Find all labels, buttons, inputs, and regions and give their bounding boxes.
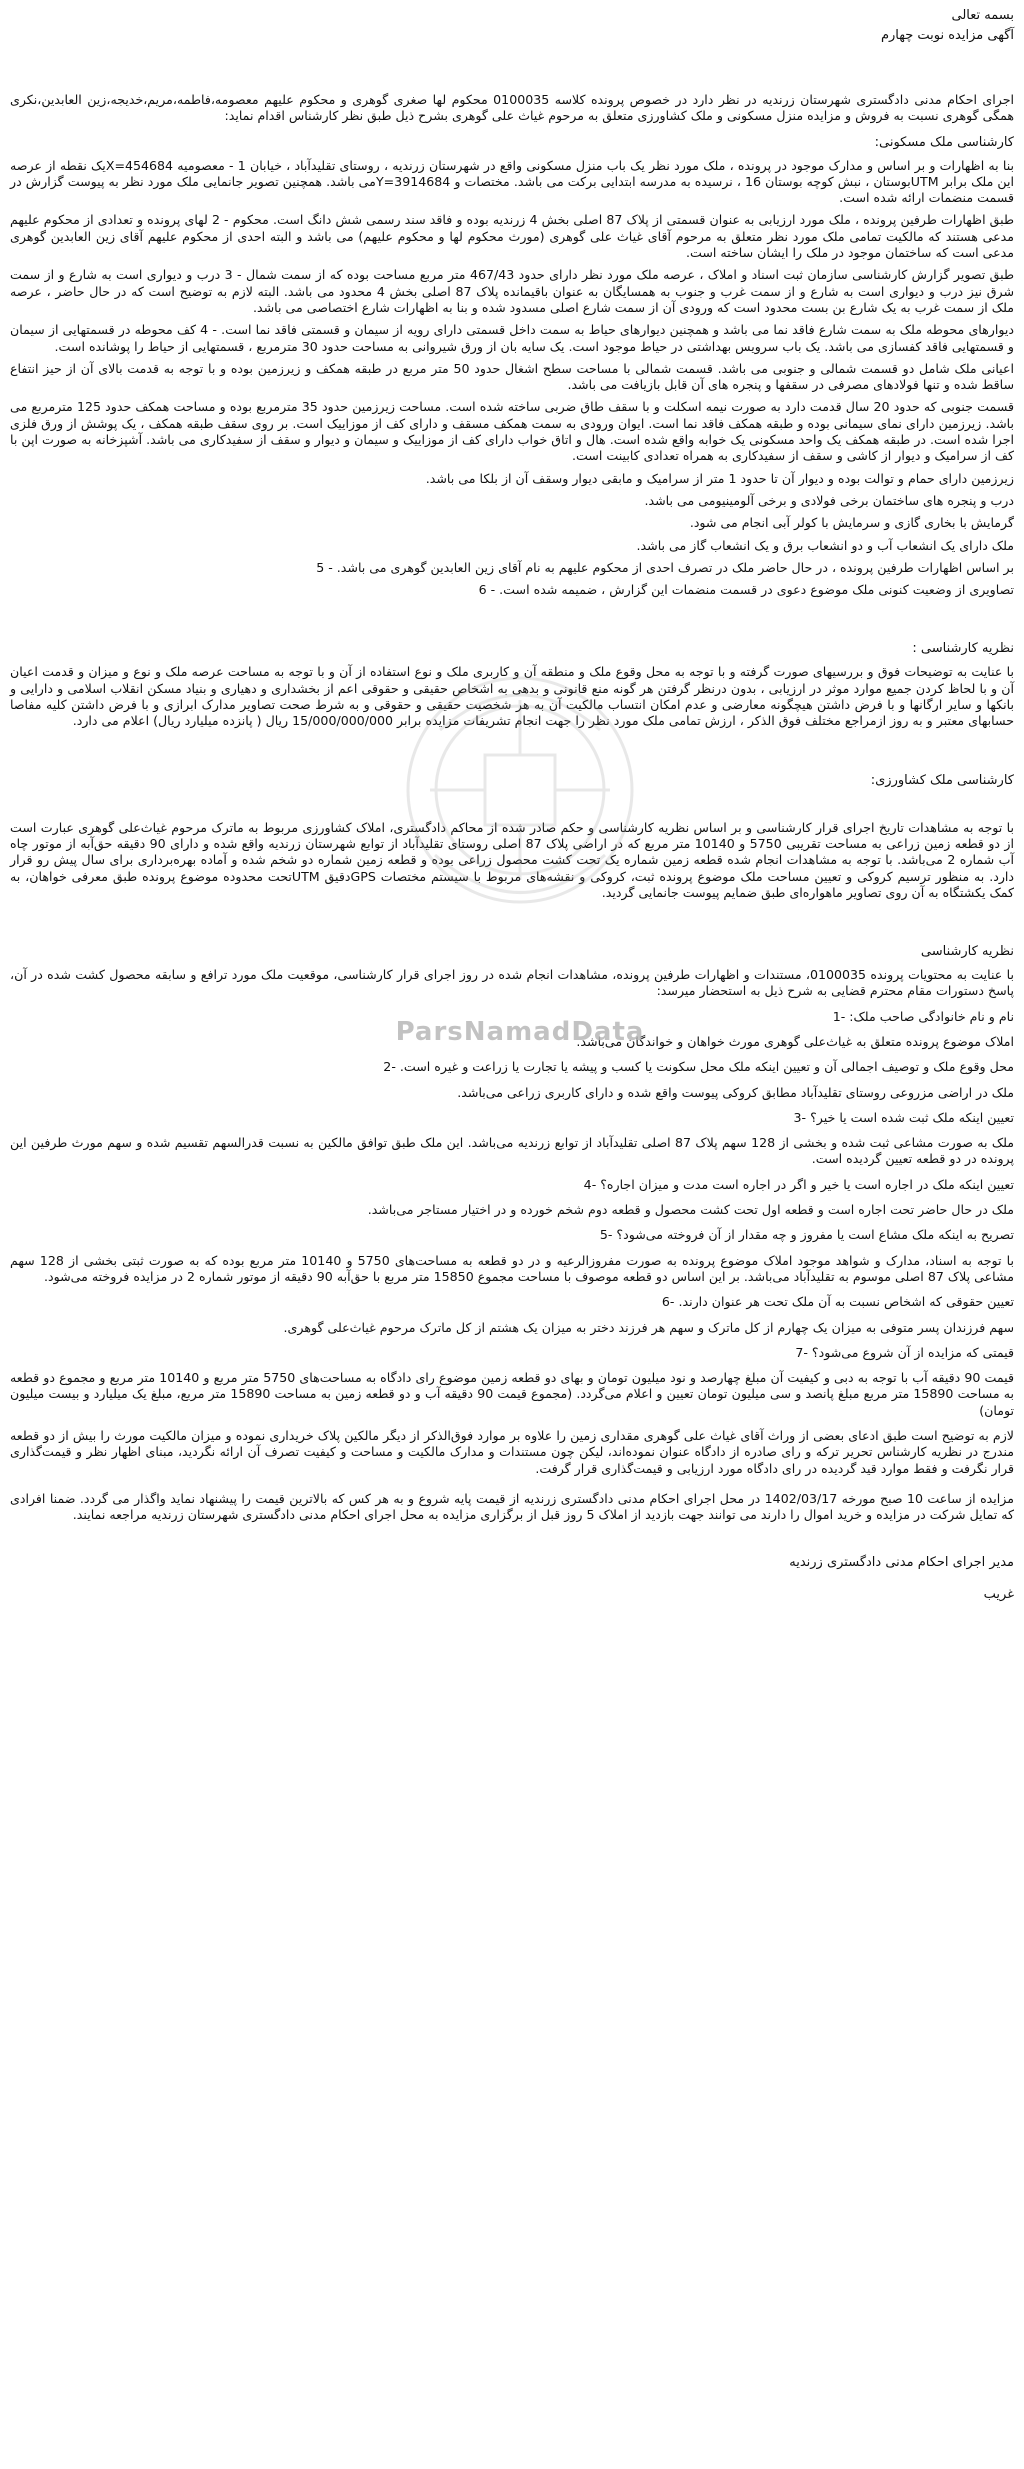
residential-paragraph: بر اساس اظهارات طرفین پرونده ، در حال حاضر ملک در تصرف احدی از محکوم علیهم به نام آقای زین العابدین گوهری می باشد. - 5 <box>316 559 1014 575</box>
signature-title: مدیر اجرای احکام مدنی دادگستری زرندیه <box>789 1554 1014 1570</box>
opinion-intro-paragraph: با عنایت به محتویات پرونده 0100035، مستندات و اظهارات طرفین پرونده، مشاهدات انجام شده در روز اجرای قرار کارشناسی، موقعیت ملک مورد ترافع و سابقه محصول کشت شده در آن، پاسخ دستورات مقام محترم قضایی به شرح ذیل به استحضار میرسد: <box>10 967 1014 999</box>
residential-paragraph: درب و پنجره های ساختمان برخی فولادی و برخی آلومینیومی می باشد. <box>644 492 1014 508</box>
opinion-item: قیمتی که مزایده از آن شروع می‌شود؟ -7 <box>795 1344 1014 1360</box>
watermark-text: ParsNamadData <box>395 1017 645 1047</box>
residential-paragraph: بنا به اظهارات و بر اساس و مدارک موجود در پرونده ، ملک مورد نظر یک باب منزل مسکونی واقع در شهرستان زرندیه ، روستای تقلیدآباد ، خیابان 1 - معصومیه X=454684یک نقطه از عرصه این ملک برابر UTMبوستان ، نبش کوچه بوستان 16 ، نرسیده به مدرسه ابتدایی برکت می باشد. مختصات و Y=3914684می باشد. همچنین تصویر جانمایی ملک مورد نظر به پیوست گزارش در قسمت منضمات ارائه شده است. <box>10 157 1014 206</box>
opinion-item: تعیین اینکه ملک ثبت شده است یا خیر؟ -3 <box>793 1109 1014 1125</box>
residential-paragraph: زیرزمین دارای حمام و توالت بوده و دیوار آن تا حدود 1 متر از سرامیک و مابقی دیوار وسقف آن از بلکا می باشد. <box>425 470 1014 486</box>
residential-paragraph: طبق اظهارات طرفین پرونده ، ملک مورد ارزیابی به عنوان قسمتی از پلاک 87 اصلی بخش 4 زرندیه بوده و فاقد سند رسمی شش دانگ است. محکوم - 2 لهای پرونده و تعدادی از محکوم علیهم مدعی هستند که مالکیت تمامی ملک مورد نظر متعلق به مرحوم آقای غیاث علی گوهری (مورث محکوم لها و محکوم علیهم) می باشد و البته احدی از محکوم علیهم آقای زین العابدین گوهری مدعی است که ساختمان موجود در ملک را ایشان ساخته است. <box>10 212 1015 261</box>
opinion-item: املاک موضوع پرونده متعلق به غیاث‌علی گوهری مورث خواهان و خواندگان می‌باشد. <box>576 1033 1014 1049</box>
opinion-item: نام و نام خانوادگی صاحب ملک: -1 <box>832 1008 1014 1024</box>
opinion-item: تعیین اینکه ملک در اجاره است یا خیر و اگر در اجاره است مدت و میزان اجاره؟ -4 <box>583 1176 1014 1192</box>
opinion-paragraph: با عنایت به توضیحات فوق و بررسیهای صورت گرفته و با توجه به محل وقوع ملک و منطقه آن و کاربری ملک و نوع استفاده از آن و با توجه به مساحت عرصه ملک و نوع و میزان و قدمت اعیان آن و با لحاظ کردن جمیع موارد موثر در ارزیابی ، بدون درنظر گرفتن هر گونه منع قانونی و بدهی به اشخاص حقیقی و حقوقی اعم از بخشداری و دهیاری و بنیاد مسکن انقلاب اسلامی و دارایی و بانکها و سایر ارگانها و با فرض داشتن هیچگونه معارضی و عدم امکان انتساب مالکیت آن به هر شخصیت حقیقی و حقوقی و به شرط صحت تصاویر مدارک ابرازی و با فرض داشتن کلیه مفاصا حسابهای معتبر و به روز ازمراجع مختلف فوق الذکر ، ارزش تمامی ملک مورد نظر را جهت انجام تشریفات مزایده برابر 15/000/000/000 ریال ( پانزده میلیارد ریال) اعلام می دارد. <box>10 664 1014 729</box>
signature-block <box>10 1554 1014 1604</box>
residential-paragraph: تصاویری از وضعیت کنونی ملک موضوع دعوی در قسمت منضمات این گزارش ، ضمیمه شده است. - 6 <box>478 582 1014 598</box>
opinion-item: محل وقوع ملک و توصیف اجمالی آن و تعیین اینکه ملک محل سکونت یا کسب و پیشه یا تجارت یا زراعت و غیره است. -2 <box>383 1059 1014 1075</box>
opinion-item: ملک در حال حاضر تحت اجاره است و قطعه اول تحت کشت محصول و قطعه دوم شخم خورده و در اختیار مستاجر می‌باشد. <box>367 1202 1014 1218</box>
notice-title: آگهی مزایده نوبت چهارم <box>880 28 1014 43</box>
opinion-section-title: نظریه کارشناسی <box>920 944 1014 960</box>
residential-paragraph: دیوارهای محوطه ملک به سمت شارع فاقد نما می باشد و همچنین دیوارهای حیاط به سمت داخل قسمتی دارای رویه از سیمان و قسمتی فاقد نما است. - 4 کف محوطه در قسمتهایی از سیمان و قسمتهایی فاقد کفسازی می باشد. یک باب سرویس بهداشتی در حیاط موجود است. یک سایه بان از ورق شیروانی به مساحت حدود 30 مترمربع ، قسمتهایی از حیاط را پوشانده است. <box>10 322 1014 354</box>
opinion-section-title: نظریه کارشناسی : <box>912 641 1014 657</box>
residential-paragraph: طبق تصویر گزارش کارشناسی سازمان ثبت اسناد و املاک ، عرصه ملک مورد نظر دارای حدود 467/43 متر مربع مساحت بوده که از سمت شمال - 3 درب و دیواری است به شارع و از سمت شرق نیز درب و دیواری است به شارع و از سمت غرب و جنوب به همسایگان به عنوان باقیمانده پلاک 87 اصلی بخش 4 محدود می باشد. البته لازم به توضیح است که در حال حاضر ، عرصه ملک از سمت غرب به یک شارع بن بست محدود است که ورودی آن از سمت شارع اصلی مسدود شده و بنا به اظهارات شارع اختصاصی می باشد. <box>10 267 1015 315</box>
opinion-item: ملک در اراضی مزروعی روستای تقلیدآباد مطابق کروکی پیوست واقع شده و دارای کاربری زراعی می‌باشد. <box>457 1084 1014 1100</box>
intro-paragraph: اجرای احکام مدنی دادگستری شهرستان زرندیه در نظر دارد در خصوص پرونده کلاسه 0100035 محکوم لها صغری گوهری و محکوم علیهم معصومه،فاطمه،مریم،خدیجه،زین العابدین،نکری همگی گوهری نسبت به فروش و مزایده منزل مسکونی و ملک کشاورزی متعلق به مرحوم غیاث علی گوهری بشرح ذیل طبق نظر کارشناس اقدام نماید: <box>10 92 1015 124</box>
agricultural-paragraph: با توجه به مشاهدات تاریخ اجرای قرار کارشناسی و بر اساس نظریه کارشناسی و حکم صادر شده از محاکم دادگستری، املاک کشاورزی مربوط به ماترک مرحوم غیاث‌علی گوهری عبارت است از دو قطعه زمین زراعی به مساحت تقریبی 5750 و 10140 متر مربع که در اراضی پلاک 87 اصلی روستای تقلیدآباد از توابع شهرستان زرندیه واقع شده و دارای 90 دقیقه حق‌آبه از موتور چاه آب شماره 2 می‌باشد. با توجه به مشاهدات انجام شده قطعه زمین شماره یک تحت کشت محصول زراعی بوده و قطعه زمین شماره دو شخم شده و آماده بهره‌برداری برای سال پیش رو قرار دارد. به منظور ترسیم کروکی و تعیین مساحت ملک موضوع پرونده ثبت، کروکی و نقشه‌های مربوط با سیستم مختصات GPSدقیق UTMتحت محدوده موضوع پرونده طبق معرفی خواهان، به کمک یکشتگاه به آن روی تصاویر ماهواره‌ای طبق ضمایم پیوست جانمایی گردید. <box>10 819 1015 900</box>
residential-section-title: کارشناسی ملک مسکونی: <box>874 134 1014 150</box>
residential-paragraph: گرمایش با بخاری گازی و سرمایش با کولر آبی انجام می شود. <box>689 515 1014 531</box>
residential-paragraph: اعیانی ملک شامل دو قسمت شمالی و جنوبی می باشد. قسمت شمالی با مساحت سطح اشغال حدود 50 متر مربع در طبقه همکف و زیرزمین بوده و با توجه به قدمت بالای آن از حیز انتفاع ساقط شده و تنها فولادهای مصرفی در سقفها و پنجره های آن قابل بازیافت می باشد. <box>10 360 1014 393</box>
opinion-item: سهم فرزندان پسر متوفی به میزان یک چهارم از کل ماترک و سهم هر فرزند دختر به میزان یک هشتم از کل ماترک مرحوم غیاث‌علی گوهری. <box>283 1319 1014 1335</box>
basmala: بسمه تعالی <box>951 8 1014 23</box>
opinion-item: لازم به توضیح است طبق ادعای بعضی از وراث آقای غیاث علی گوهری مقداری زمین را علاوه بر موارد فوق‌الذکر از دیگر مالکین پلاک خریداری نموده و میزان مالکیت مورث را بیش از دو قطعه مندرج در نظریه کارشناس تحریر ترکه و رای صادره از دادگاه عنوان نموده‌اند، لیکن چون مستندات و مدارک مالکیت و مساحت و کیفیت تصرف آن ارائه نگردید، مبنای اظهار نظر و قیمت‌گذاری قرار نگرفت و فقط موارد قید گردیده در رای دادگاه مورد ارزیابی و قیمت‌گذاری قرار گرفت. <box>10 1428 1014 1476</box>
opinion-item: قیمت 90 دقیقه آب با توجه به دبی و کیفیت آن مبلغ چهارصد و نود میلیون تومان و بهای دو قطعه زمین موضوع رای دادگاه به مساحت‌های 5750 متر مربع و 10140 متر مربع و مجموع دو قطعه به مساحت 15890 متر مربع مبلغ پانصد و سی میلیون تومان تعیین و اعلام می‌گردد. (مجموع قیمت 90 دقیقه آب و دو قطعه زمین به مساحت 15890 متر مربع، مبلغ یک میلیارد و بیست میلیون تومان) <box>10 1370 1015 1418</box>
residential-paragraph: ملک دارای یک انشعاب آب و دو انشعاب برق و یک انشعاب گاز می باشد. <box>636 537 1014 553</box>
opinion-item: تصریح به اینکه ملک مشاع است یا مفروز و چه مقدار از آن فروخته می‌شود؟ -5 <box>599 1227 1014 1243</box>
opinion-item: ملک به صورت مشاعی ثبت شده و بخشی از 128 سهم پلاک 87 اصلی تقلیدآباد از توابع زرندیه می‌باشد. این ملک طبق توافق مالکین به نسبت قدرالسهم تقسیم شده و سهم مورث طرفین این پرونده در دو قطعه تعیین گردیده است. <box>10 1135 1015 1167</box>
agricultural-section-title: کارشناسی ملک کشاورزی: <box>870 772 1014 788</box>
opinion-item: تعیین حقوقی که اشخاص نسبت به آن ملک تحت هر عنوان دارند. -6 <box>661 1294 1014 1310</box>
auction-paragraph: مزایده از ساعت 10 صبح مورخه 1402/03/17 در محل اجرای احکام مدنی دادگستری زرندیه از قیمت پایه شروع و به هر کس که بالاترین قیمت را پیشنهاد نماید واگذار می گردد. ضمنا افرادی که تمایل شرکت در مزایده و خرید اموال را دارند می توانند جهت بازدید از املاک 5 روز قبل از برگزاری مزایده به محل اجرای احکام مدنی دادگستری شهرستان زرندیه مراجعه نمایند. <box>10 1490 1014 1523</box>
opinion-item: با توجه به اسناد، مدارک و شواهد موجود املاک موضوع پرونده به صورت مفروزالرعیه و در دو قطعه به مساحت‌های 5750 و 10140 متر مربع بوده که به صورت ثبتی بخشی از 128 سهم مشاعی پلاک 87 اصلی موسوم به تقلیدآباد می‌باشد. بر این اساس دو قطعه موصوف با مساحت مجموع 15850 متر مربع با حق‌آبه 90 دقیقه از موتور شماره 2 در مزایده فروخته می‌شود. <box>10 1252 1015 1284</box>
signature-name: غریب <box>983 1586 1014 1602</box>
residential-paragraph: قسمت جنوبی که حدود 20 سال قدمت دارد به صورت نیمه اسکلت و با سقف طاق ضربی ساخته شده است. مساحت زیرزمین حدود 35 مترمربع بوده و مساحت همکف حدود 125 مترمربع می باشد. زیرزمین دارای نمای سیمانی بوده و طبقه همکف فاقد نما است. ایوان ورودی به سمت همکف مسقف و دارای کف از موزاییک است. بر روی سقف طبقه همکف ، یک پوشش از ورق فلزی اجرا شده است. در طبقه همکف یک واحد مسکونی یک خوابه واقع شده است. هال و اتاق خواب دارای کف از موزاییک و سیمان و دیوار و سقف از سفیدکاری می باشد. آشپزخانه به صورت اپن با کف از سرامیک و دیوار از کاشی و سقف از سفیدکاری به همراه تعدادی کابینت است. <box>10 399 1014 464</box>
